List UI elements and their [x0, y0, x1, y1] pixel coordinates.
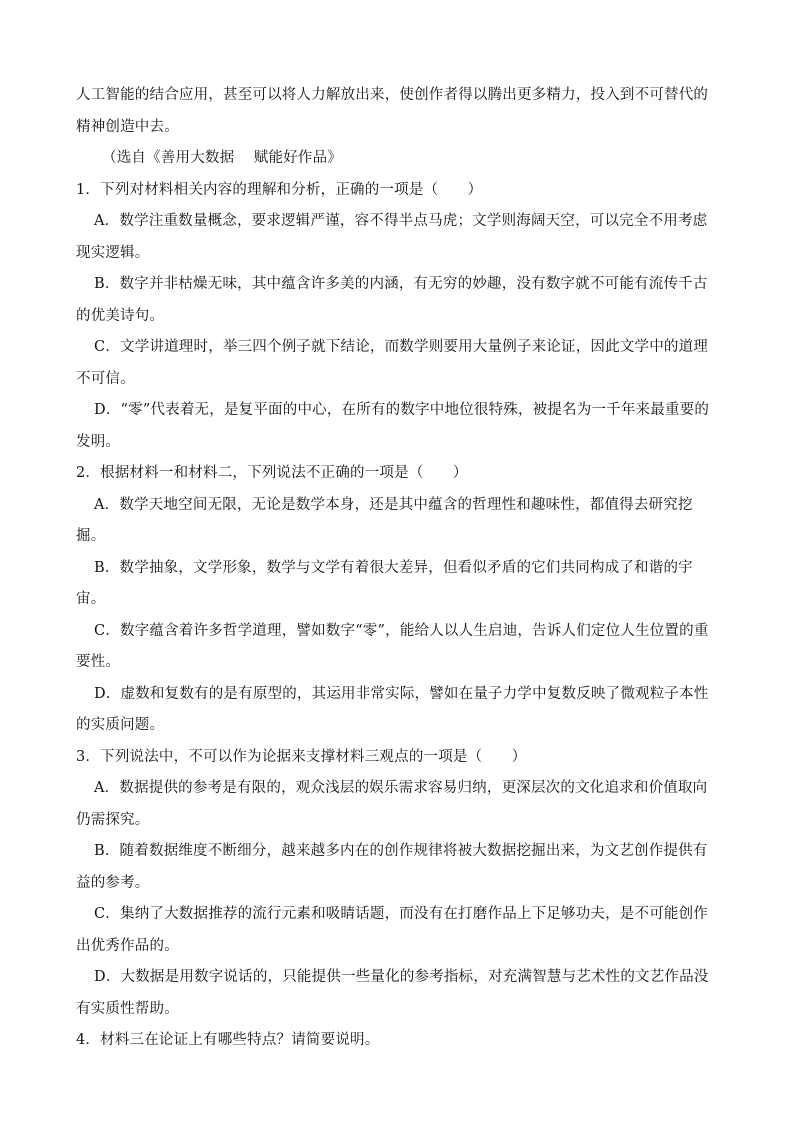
option-1c: C．文学讲道理时，举三四个例子就下结论，而数学则要用大量例子来论证，因此文学中的道理 — [94, 339, 708, 355]
option-1b: B．数字并非枯燥无味，其中蕴含许多美的内涵，有无穷的妙趣，没有数字就不可能有流传千古 — [94, 276, 708, 292]
source-citation: （选自《善用大数据 赋能好作品》 — [102, 150, 343, 166]
option-1a-cont: 现实逻辑。 — [76, 244, 150, 261]
option-3d: D．大数据是用数字说话的，只能提供一些量化的参考指标，对充满智慧与艺术性的文艺作品没 — [94, 969, 709, 985]
option-2c: C．数字蕴含着许多哲学道理，譬如数字“零”，能给人以人生启迪，告诉人们定位人生位置的重 — [94, 622, 709, 639]
paragraph-line: 精神创造中去。 — [76, 118, 179, 135]
option-1d-cont: 发明。 — [76, 433, 121, 450]
option-3a: A．数据提供的参考是有限的，观众浅层的娱乐需求容易归纳，更深层次的文化追求和价值取向 — [94, 780, 708, 796]
option-3c-cont: 出优秀作品的。 — [76, 937, 179, 954]
option-1a: A．数学注重数量概念，要求逻辑严谨，容不得半点马虎；文学则海阔天空，可以完全不用考虑 — [94, 213, 708, 229]
question-stem-2: 2．根据材料一和材料二，下列说法不正确的一项是（ ） — [76, 465, 468, 481]
option-1d: D．“零”代表着无，是复平面的中心，在所有的数字中地位很特殊，被提名为一千年来最重要的 — [94, 402, 710, 418]
option-1b-cont: 的优美诗句。 — [76, 307, 165, 324]
option-2c-cont: 要性。 — [76, 654, 121, 670]
option-3a-cont: 仍需探究。 — [76, 811, 150, 828]
option-2a: A．数学天地空间无限，无论是数学本身，还是其中蕴含的哲理性和趣味性，都值得去研究挖 — [94, 496, 693, 513]
option-3c: C．集纳了大数据推荐的流行元素和吸睛话题，而没有在打磨作品上下足够功夫，是不可能创作 — [94, 906, 708, 922]
option-2b: B．数学抽象，文学形象，数学与文学有着很大差异，但看似矛盾的它们共同构成了和谐的宇 — [94, 559, 693, 576]
document-page — [76, 80, 718, 1057]
option-2b-cont: 宙。 — [76, 591, 106, 607]
option-2d: D．虚数和复数有的是有原型的，其运用非常实际，譬如在量子力学中复数反映了微观粒子本性 — [94, 685, 709, 702]
option-2a-cont: 掘。 — [76, 528, 106, 544]
question-stem-4: 4．材料三在论证上有哪些特点？请简要说明。 — [76, 1032, 380, 1048]
question-stem-1: 1．下列对材料相关内容的理解和分析，正确的一项是（ ） — [76, 181, 483, 198]
option-2d-cont: 的实质问题。 — [76, 717, 165, 733]
paragraph-line: 人工智能的结合应用，甚至可以将人力解放出来，使创作者得以腾出更多精力，投入到不可替代的 — [76, 87, 709, 103]
option-3b: B．随着数据维度不断细分，越来越多内在的创作规律将被大数据挖掘出来，为文艺创作提供有 — [94, 843, 708, 859]
question-stem-3: 3．下列说法中，不可以作为论据来支撑材料三观点的一项是（ ） — [76, 748, 527, 765]
option-1c-cont: 不可信。 — [76, 370, 135, 387]
option-3d-cont: 有实质性帮助。 — [76, 1000, 179, 1017]
option-3b-cont: 益的参考。 — [76, 874, 150, 891]
